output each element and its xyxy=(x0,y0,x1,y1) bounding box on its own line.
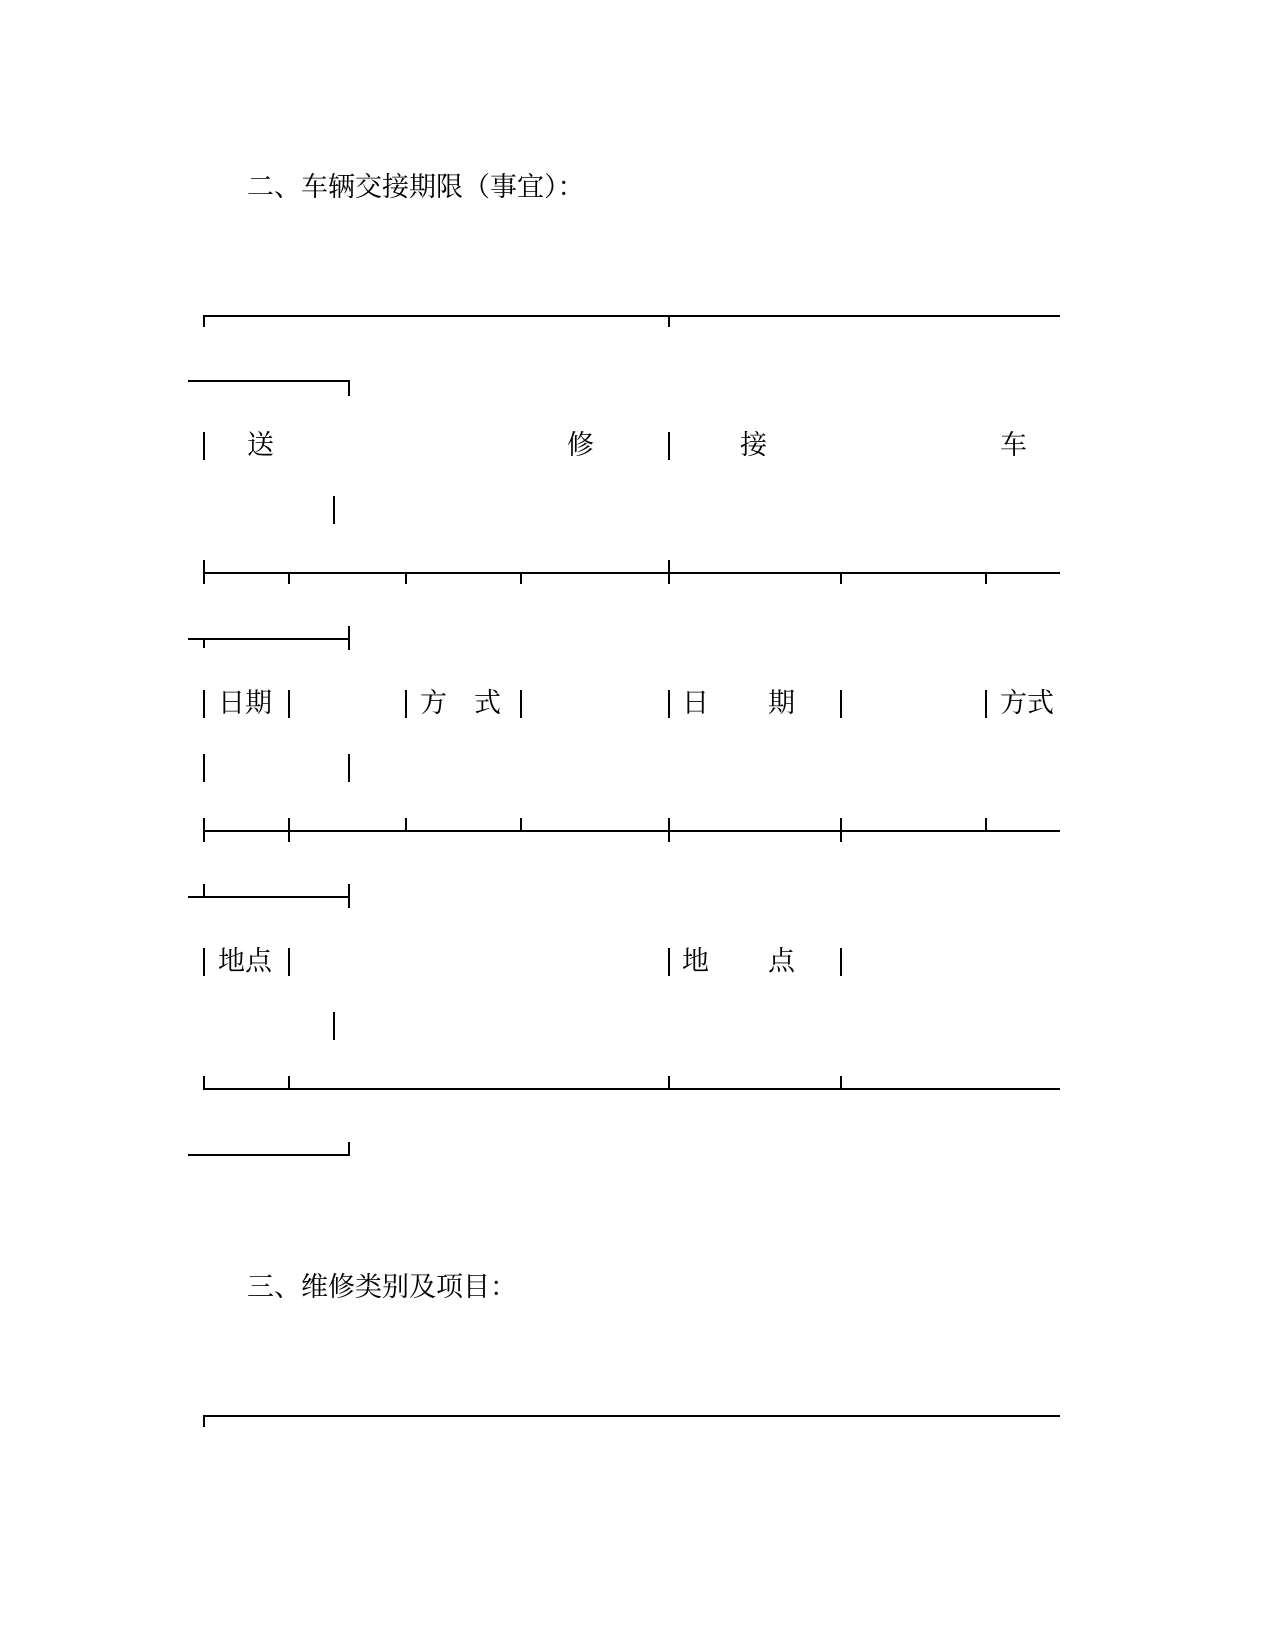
separator-tick xyxy=(203,560,205,584)
table-top-mid-tick xyxy=(668,315,670,327)
repair-table-top-border xyxy=(203,1415,1060,1417)
separator-tick xyxy=(405,818,407,832)
separator-tick xyxy=(668,560,670,584)
cell-divider xyxy=(203,948,205,976)
separator-tick xyxy=(668,818,670,842)
cell-divider-wrap xyxy=(203,754,205,782)
receive-place-char1: 地 xyxy=(682,946,709,977)
send-place-label: 地点 xyxy=(218,946,272,977)
cell-divider xyxy=(668,948,670,976)
cell-divider xyxy=(288,948,290,976)
cell-divider xyxy=(985,690,987,718)
cell-divider xyxy=(840,948,842,976)
cell-divider-wrap xyxy=(333,1012,335,1040)
separator-tick xyxy=(520,572,522,584)
separator-tick xyxy=(985,818,987,832)
cell-divider xyxy=(840,690,842,718)
receive-method-label: 方式 xyxy=(1000,688,1054,719)
separator-tick xyxy=(288,572,290,584)
separator-tick xyxy=(203,884,205,898)
receive-date-char2: 期 xyxy=(768,688,795,719)
table-top-border xyxy=(203,315,1060,317)
separator-tick xyxy=(520,818,522,832)
separator-tick xyxy=(985,572,987,584)
separator-tick xyxy=(405,572,407,584)
separator-tick xyxy=(668,1076,670,1090)
cell-divider-wrap xyxy=(333,496,335,524)
header-send-char1: 送 xyxy=(247,430,274,461)
table-bottom-left-corner xyxy=(203,1076,205,1090)
table-bottom-border-wrap xyxy=(188,1154,350,1156)
cell-divider-wrap xyxy=(348,754,350,782)
separator-tick xyxy=(840,1076,842,1090)
separator-tick xyxy=(288,818,290,842)
cell-divider xyxy=(405,690,407,718)
row-separator-1 xyxy=(203,572,1060,574)
table-top-border-wrap xyxy=(188,380,350,382)
send-method-label: 方 式 xyxy=(420,688,501,719)
separator-tick xyxy=(288,1076,290,1090)
cell-divider xyxy=(520,690,522,718)
cell-divider xyxy=(668,690,670,718)
receive-date-char1: 日 xyxy=(682,688,709,719)
repair-table-top-left-corner xyxy=(203,1415,205,1427)
receive-place-char2: 点 xyxy=(768,946,795,977)
header-receive-char1: 接 xyxy=(740,430,767,461)
send-date-label: 日期 xyxy=(218,688,272,719)
row-separator-1-wrap xyxy=(188,638,350,640)
cell-divider xyxy=(668,432,670,460)
separator-tick xyxy=(203,818,205,842)
separator-tick xyxy=(348,626,350,650)
table-bottom-border xyxy=(203,1088,1060,1090)
cell-divider xyxy=(203,690,205,718)
table-top-right-corner xyxy=(348,380,350,396)
row-separator-2-wrap xyxy=(188,896,350,898)
cell-divider xyxy=(203,432,205,460)
header-send-char2: 修 xyxy=(567,430,594,461)
separator-tick xyxy=(203,638,205,648)
separator-tick xyxy=(348,884,350,908)
header-receive-char2: 车 xyxy=(1000,430,1027,461)
separator-tick xyxy=(840,572,842,584)
table-top-left-corner xyxy=(203,315,205,327)
cell-divider xyxy=(288,690,290,718)
section-2-heading: 二、车辆交接期限（事宜）： xyxy=(247,172,585,203)
row-separator-2 xyxy=(203,830,1060,832)
section-3-heading: 三、维修类别及项目： xyxy=(247,1272,517,1303)
separator-tick xyxy=(840,818,842,842)
table-bottom-right-corner xyxy=(348,1142,350,1156)
